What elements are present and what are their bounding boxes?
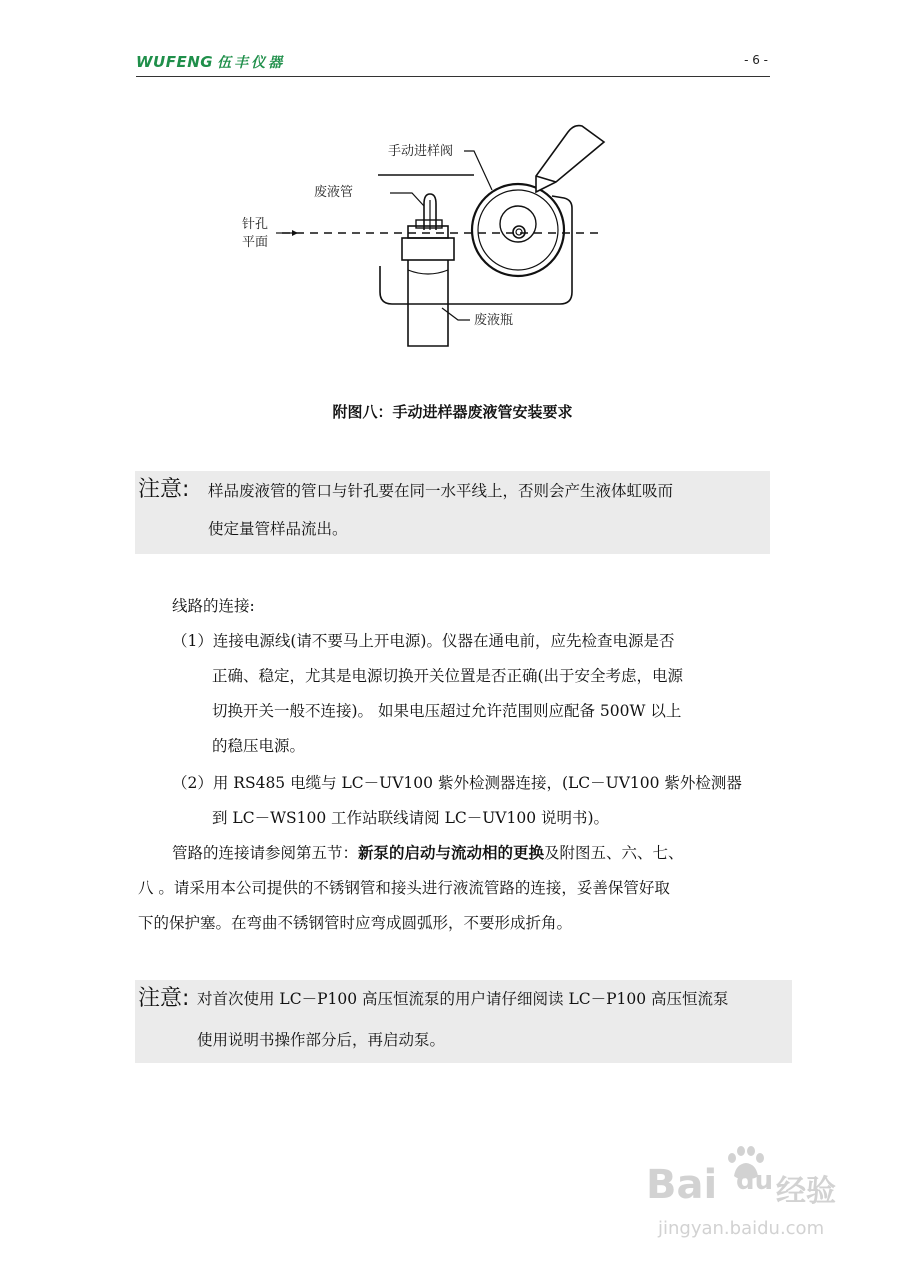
item-1-line-4: 的稳压电源。	[212, 737, 306, 755]
needle-port	[513, 226, 525, 238]
brand-en: WUFENG	[136, 53, 214, 71]
valve-handle	[536, 126, 604, 192]
brand-cn: 伍丰仪器	[217, 55, 286, 71]
item-1-line-1: （1）连接电源线(请不要马上开电源)。仪器在通电前，应先检查电源是否	[172, 632, 675, 650]
page-header	[136, 52, 770, 77]
figure-caption: 附图八：手动进样器废液管安装要求	[332, 403, 573, 421]
waste-bottle-label: 废液瓶	[474, 313, 514, 328]
note-2-line-1: 对首次使用 LC－P100 高压恒流泵的用户请仔细阅读 LC－P100 高压恒流泵	[197, 990, 729, 1008]
note-title-1: 注意:	[138, 477, 190, 502]
item-2-line-1: （2）用 RS485 电缆与 LC－UV100 紫外检测器连接，(LC－UV100 紫外检测器	[172, 774, 742, 792]
note-title-2: 注意:	[138, 986, 190, 1011]
pipe-prefix: 管路的连接请参阅第五节：	[172, 844, 359, 862]
pipe-connection-line-2: 八 。请采用本公司提供的不锈钢管和接头进行液流管路的连接，妥善保管好取	[138, 879, 670, 897]
item-1-line-3: 切换开关一般不连接)。 如果电压超过允许范围则应配备 500W 以上	[212, 702, 682, 720]
watermark-brand: Bai	[646, 1162, 718, 1208]
page-number: - 6 -	[744, 53, 768, 67]
pipe-connection-line-3: 下的保护塞。在弯曲不锈钢管时应弯成圆弧形，不要形成折角。	[138, 914, 573, 932]
note-1-line-2: 使定量管样品流出。	[208, 520, 348, 538]
valve-inner-ring	[500, 206, 536, 242]
note-1-line-1: 样品废液管的管口与针孔要在同一水平线上，否则会产生液体虹吸而	[208, 482, 674, 500]
valve-outer-ring	[472, 184, 564, 276]
pipe-connection-line-1	[172, 841, 684, 863]
waste-tube-leader	[390, 193, 424, 206]
valve-label: 手动进样阀	[388, 144, 454, 159]
pipe-suffix: 及附图五、六、七、	[544, 844, 684, 862]
waste-tube-label: 废液管	[314, 185, 354, 200]
needle-hole-label-2: 平面	[242, 235, 269, 250]
baidu-watermark	[636, 1142, 866, 1252]
pipe-bold-reference: 新泵的启动与流动相的更换	[358, 844, 545, 862]
waste-bottle-shape	[408, 260, 448, 346]
bottle-cap	[402, 238, 454, 260]
item-2-line-2: 到 LC－WS100 工作站联线请阅 LC－UV100 说明书)。	[212, 809, 610, 827]
note-box-1	[135, 471, 770, 554]
waste-bottle-leader	[442, 308, 470, 320]
needle-hole-label-1: 针孔	[242, 217, 269, 232]
watermark-cn: 经验	[776, 1174, 836, 1209]
brand-logo	[136, 52, 285, 72]
watermark-brand-2: du	[736, 1166, 774, 1196]
item-1-line-2: 正确、稳定，尤其是电源切换开关位置是否正确(出于安全考虑，电源	[212, 667, 684, 685]
valve-leader	[464, 151, 492, 190]
watermark-url: jingyan.baidu.com	[658, 1218, 825, 1239]
note-2-line-2: 使用说明书操作部分后，再启动泵。	[197, 1031, 446, 1049]
line-connection-heading: 线路的连接:	[172, 597, 255, 615]
valve-diagram	[230, 120, 620, 360]
note-box-2	[135, 980, 792, 1063]
